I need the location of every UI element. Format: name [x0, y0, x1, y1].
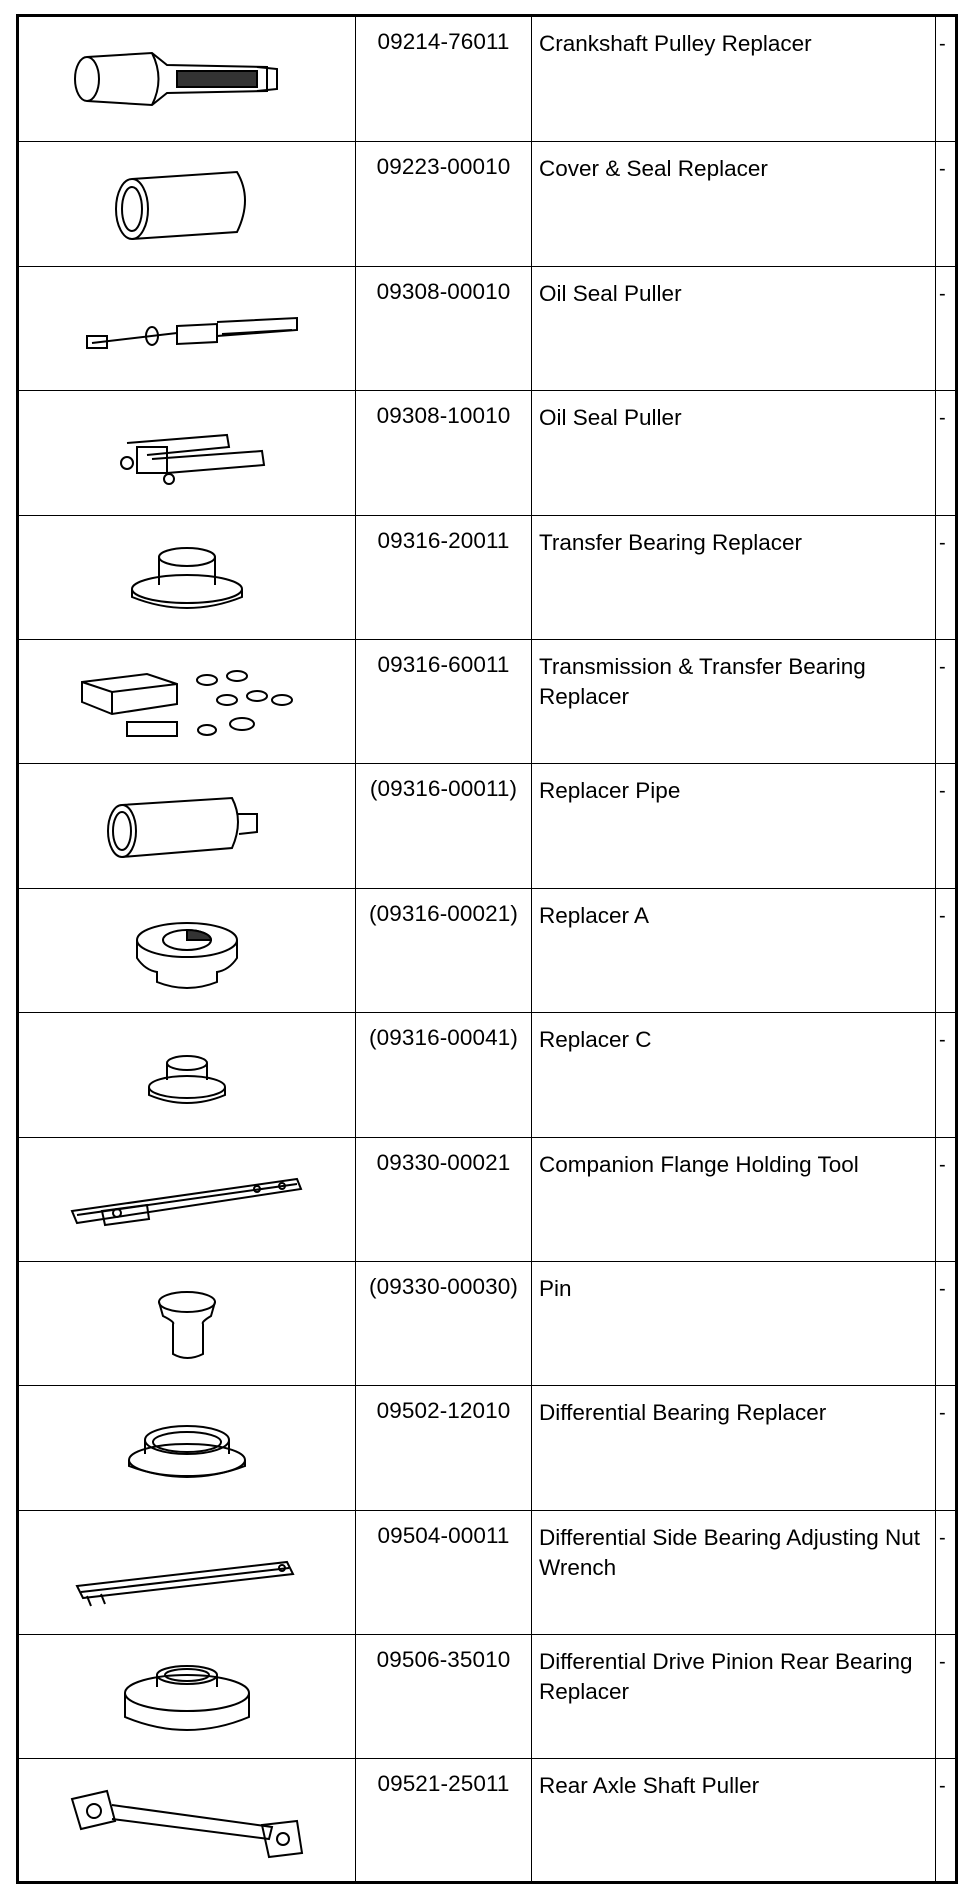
note-cell: -	[939, 1775, 946, 1798]
table-row	[19, 515, 955, 639]
tool-illustration-cell	[19, 764, 356, 887]
part-number: 09504-00011	[356, 1511, 532, 1634]
tool-illustration-cell	[19, 1635, 356, 1758]
table-row	[19, 1261, 955, 1385]
part-number: 09316-20011	[356, 516, 532, 639]
note-cell: -	[939, 33, 946, 55]
note-cell: -	[939, 407, 946, 430]
tool-name: Oil Seal Puller	[532, 267, 936, 390]
tool-name: Differential Drive Pinion Rear Bearing Replacer	[532, 1635, 936, 1758]
tool-name: Replacer Pipe	[532, 764, 936, 887]
tool-name: Pin	[532, 1262, 936, 1385]
tool-illustration-cell	[19, 516, 356, 639]
part-number: 09308-00010	[356, 267, 532, 390]
table-row	[19, 17, 955, 141]
tool-illustration-cell	[19, 1138, 356, 1261]
tool-illustration-cell	[19, 1013, 356, 1136]
note-cell: -	[939, 1029, 946, 1052]
tool-illustration-cell	[19, 267, 356, 390]
replacer-c-icon	[57, 1025, 317, 1125]
cover-seal-replacer-icon	[57, 154, 317, 254]
table-row	[19, 1012, 955, 1136]
flange-holding-tool-icon	[57, 1149, 317, 1249]
note-cell: -	[939, 282, 946, 305]
part-number: 09308-10010	[356, 391, 532, 514]
special-tools-table	[16, 14, 958, 1884]
bearing-replacer-set-icon	[57, 652, 317, 752]
note-cell: -	[939, 904, 946, 927]
tool-name: Transmission & Transfer Bearing Replacer	[532, 640, 936, 763]
table-row	[19, 639, 955, 763]
table-row	[19, 266, 955, 390]
tool-name: Transfer Bearing Replacer	[532, 516, 936, 639]
table-row	[19, 390, 955, 514]
part-number: 09316-60011	[356, 640, 532, 763]
tool-name: Crankshaft Pulley Replacer	[532, 17, 936, 141]
part-number: (09316-00021)	[356, 889, 532, 1012]
part-number: 09506-35010	[356, 1635, 532, 1758]
tool-illustration-cell	[19, 17, 356, 141]
part-number: 09521-25011	[356, 1759, 532, 1882]
note-cell: -	[939, 531, 946, 554]
part-number: (09316-00041)	[356, 1013, 532, 1136]
tool-illustration-cell	[19, 640, 356, 763]
table-row	[19, 763, 955, 887]
note-cell: -	[939, 1526, 946, 1549]
part-number: 09502-12010	[356, 1386, 532, 1509]
transfer-bearing-replacer-icon	[57, 527, 317, 627]
tool-illustration-cell	[19, 1386, 356, 1509]
tool-name: Differential Side Bearing Adjusting Nut Wrench	[532, 1511, 936, 1634]
note-cell: -	[939, 655, 946, 678]
adjusting-nut-wrench-icon	[57, 1522, 317, 1622]
table-row	[19, 1634, 955, 1758]
table-row	[19, 141, 955, 265]
part-number: (09330-00030)	[356, 1262, 532, 1385]
tool-name: Oil Seal Puller	[532, 391, 936, 514]
tool-illustration-cell	[19, 391, 356, 514]
part-number: 09223-00010	[356, 142, 532, 265]
tool-illustration-cell	[19, 1759, 356, 1882]
note-cell: -	[939, 1277, 946, 1300]
oil-seal-puller-2-icon	[57, 403, 317, 503]
tool-illustration-cell	[19, 1511, 356, 1634]
replacer-pipe-icon	[57, 776, 317, 876]
part-number: 09214-76011	[356, 17, 532, 141]
tool-illustration-cell	[19, 1262, 356, 1385]
rear-axle-shaft-puller-icon	[57, 1771, 317, 1871]
pinion-bearing-replacer-icon	[57, 1647, 317, 1747]
part-number: 09330-00021	[356, 1138, 532, 1261]
tool-name: Differential Bearing Replacer	[532, 1386, 936, 1509]
note-cell: -	[939, 158, 946, 181]
tool-name: Replacer A	[532, 889, 936, 1012]
tool-illustration-cell	[19, 889, 356, 1012]
table-row	[19, 1385, 955, 1509]
oil-seal-puller-icon	[57, 278, 317, 378]
table-row	[19, 1510, 955, 1634]
differential-bearing-replacer-icon	[57, 1398, 317, 1498]
tool-name: Rear Axle Shaft Puller	[532, 1759, 936, 1882]
replacer-a-icon	[57, 900, 317, 1000]
note-cell: -	[939, 1651, 946, 1674]
note-cell: -	[939, 1153, 946, 1176]
table-row	[19, 1137, 955, 1261]
tool-name: Cover & Seal Replacer	[532, 142, 936, 265]
tool-name: Replacer C	[532, 1013, 936, 1136]
crankshaft-pulley-replacer-icon	[57, 29, 317, 129]
tool-illustration-cell	[19, 142, 356, 265]
table-row	[19, 1758, 955, 1882]
note-cell: -	[939, 780, 946, 803]
tool-name: Companion Flange Holding Tool	[532, 1138, 936, 1261]
table-row	[19, 888, 955, 1012]
part-number: (09316-00011)	[356, 764, 532, 887]
pin-icon	[57, 1274, 317, 1374]
note-cell: -	[939, 1402, 946, 1425]
